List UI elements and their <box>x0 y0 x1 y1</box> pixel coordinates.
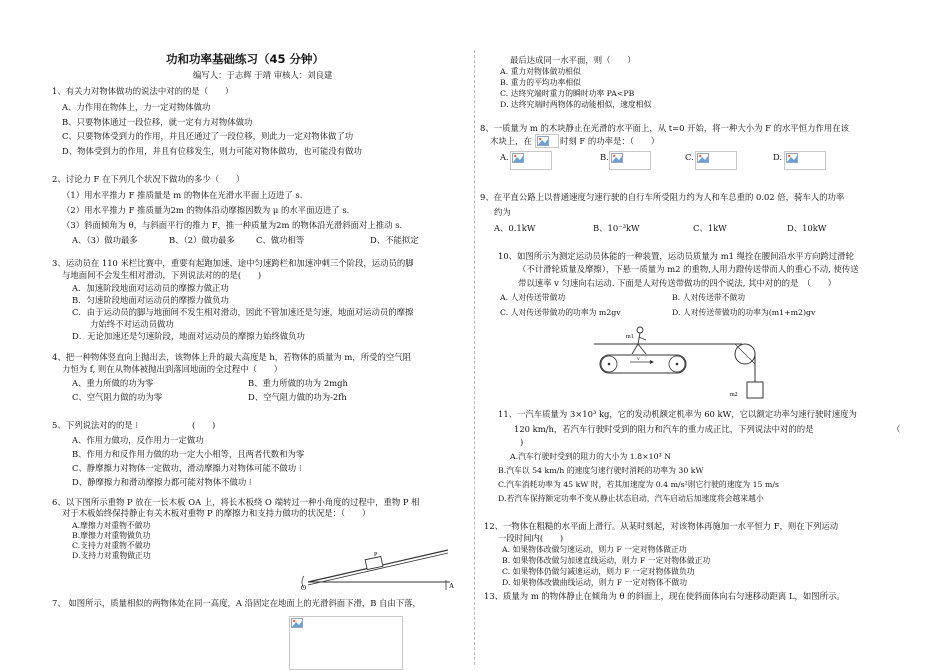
q13-line-1: 13、质量为 m 的物体静止在倾角为 θ 的斜面上，现在使斜面体向右匀速移动距离 L，如图所示。 <box>484 591 845 601</box>
broken-image-icon <box>786 153 798 163</box>
q8-option-d: D. <box>773 152 783 162</box>
figure-label-o: O <box>301 584 307 592</box>
q2-option-b: B、（2）做功最多 <box>169 235 235 245</box>
figure-label-v: v <box>637 356 640 362</box>
treadmill-pulley-figure <box>590 322 770 402</box>
q7-option-a: A. 重力对物体做功相似 <box>500 67 581 76</box>
q7-option-b: B. 重力的平均功率相似 <box>500 78 581 87</box>
q6-line-2: 对于木板始终保持静止有关木板对重物 P 的摩擦力和支持力做功的状况是：（ ） <box>62 508 371 518</box>
q1-option-d: D、物体受到力的作用，并且有位移发生，则力可能对物体做功，也可能没有做功 <box>62 146 362 156</box>
q1-option-b: B、只要物体通过一段位移，就一定有力对物体做功 <box>62 117 253 127</box>
q8-time-formula-placeholder <box>535 134 559 148</box>
q8-option-a: A. <box>500 152 509 162</box>
q7-figure-placeholder <box>289 616 403 670</box>
q7-line-2: 最后达成同一水平面，则（ ） <box>510 55 636 65</box>
q3-option-b: B．匀速阶段地面对运动员的摩擦力做负功 <box>72 295 229 305</box>
q12-line-1: 12、一物体在粗糙的水平面上滑行。从某时刻起，对该物体再施加一水平恒力 F，则在下列运动 <box>484 521 839 531</box>
q4-line-1: 4、把一种物体竖直向上抛出去，该物体上升的最大高度是 h，若物体的质量为 m，所受的空气阻 <box>52 352 411 362</box>
q8-line-2b: 时刻 F 的功率是：（ ） <box>560 136 660 146</box>
page-title: 功和功率基础练习（45 分钟） <box>166 52 325 66</box>
q3-option-a: A．加速阶段地面对运动员的摩擦力做正功 <box>72 283 229 293</box>
q5-stem: 5、下列说法对的的是 ⁝ <box>52 420 139 430</box>
q5-option-a: A、作用力做功，反作用力一定做功 <box>72 435 204 445</box>
q8-option-c: C. <box>685 152 694 162</box>
q6-option-b: B.摩擦力对重物做负功 <box>72 531 151 540</box>
q9-option-d: D、10kW <box>787 223 827 233</box>
q11-line-2-paren: （ <box>892 424 901 434</box>
q11-option-d: D.若汽车保持额定功率不变从静止状态启动，汽车启动后加速度将会越来越小 <box>498 494 764 503</box>
broken-image-icon <box>291 618 303 628</box>
q12-option-d: D. 如果物体改做曲线运动，则力 F 一定对物体不做功 <box>502 578 688 587</box>
broken-image-icon <box>697 153 709 163</box>
q9-line-2: 约为 <box>494 207 511 217</box>
q12-option-a: A. 如果物体改做匀速运动，则力 F 一定对物体做正功 <box>502 545 687 554</box>
q3-option-c-cont: 力始终不对运动员做功 <box>90 319 174 329</box>
figure-label-a: A <box>449 582 455 590</box>
figure-label-p: P <box>374 552 378 558</box>
q11-line-2: 120 km/h，若汽车行驶时受到的阻力和汽车的重力成正比，下列说法中对的的是 <box>514 424 814 434</box>
q9-option-a: A、0.1kW <box>494 223 536 233</box>
q4-option-b: B、重力所做的功为 2mgh <box>248 378 348 388</box>
figure-label-m2: m2 <box>730 392 738 398</box>
q4-option-a: A、重力所做的功为零 <box>72 378 154 388</box>
q2-line-3: （3）斜面倾角为 θ，与斜面平行的推力 F，推一种质量为2m 的物体沿光滑斜面对上推动 s. <box>62 220 403 230</box>
q3-line-2: 与地面间不会发生相对滑动，下列说法对的的是( ) <box>62 270 262 280</box>
q2-option-a: A、（3）做功最多 <box>72 235 138 245</box>
q3-option-c: C．由于运动员的脚与地面间不发生相对滑动，因此不管加速还是匀速，地面对运动员的摩擦 <box>72 307 414 317</box>
column-divider <box>474 50 475 665</box>
q7-option-c: C. 达终究端时重力的瞬时功率 PA<PB <box>500 89 635 98</box>
q10-option-d: D. 人对传送带做功的功率为(m1+m2)gv <box>672 308 816 317</box>
q9-line-1: 9、在平直公路上以普通速度匀速行驶的自行车所受阻力约为人和车总重的 0.02 倍，骑车人的功率 <box>480 192 845 202</box>
q6-option-a: A.摩擦力对重物不做功 <box>72 521 151 530</box>
q8-option-b-formula <box>609 151 651 170</box>
q7-line-1: 7、 如图所示，质量相似的两物体处在同一高度，A 沿固定在地面上的光滑斜面下滑，B 自由下落， <box>52 598 421 608</box>
q6-line-1: 6、以下图所示重物 P 放在一长木板 OA 上，将长木板绕 O 端转过一种小角度的过程中，重物 P 相 <box>52 497 420 507</box>
q4-option-c: C、空气阻力做的功为零 <box>72 392 163 402</box>
q6-option-d: D.支持力对重物做正功 <box>72 551 151 560</box>
broken-image-icon <box>537 136 549 146</box>
q1-option-c: C、只要物体受到力的作用，并且还通过了一段位移，则此力一定对物体做了功 <box>62 131 354 141</box>
q5-option-b: B、作用力和反作用力做的功一定大小相等，且两者代数和为零 <box>72 449 305 459</box>
q11-option-a: A.汽车行驶时受到的阻力的大小为 1.8×10³ N <box>510 452 672 461</box>
q8-option-b: B. <box>600 152 609 162</box>
q12-option-c: C. 如果物体仍做匀减速运动，则力 F 一定对物体做负功 <box>502 567 695 576</box>
q1-option-a: A、力作用在物体上，力一定对物体做功 <box>62 102 211 112</box>
q11-option-c: C.汽车消耗功率为 45 kW 时，若其加速度为 0.4 m/s²则它行驶的速度为 15 m/s <box>498 480 779 489</box>
q8-option-d-formula <box>784 151 826 170</box>
q10-option-a: A. 人对传送带做功 <box>500 293 566 302</box>
q11-line-3: ) <box>520 437 524 447</box>
author-line: 编写人：于志辉 于靖 审核人：刘良建 <box>193 70 333 80</box>
q8-option-a-formula <box>510 151 552 170</box>
q4-line-2: 力恒为 f, 则在从物体被抛出到落回地面的全过程中（ ） <box>62 364 283 374</box>
q11-line-1: 11、一汽车质量为 3×10³ kg，它的发动机额定机率为 60 kW，它以额定功率匀速行驶时速度为 <box>498 409 857 419</box>
q10-option-c: C. 人对传送带做功的功率为 m2gv <box>500 308 621 317</box>
q5-option-d: D、静摩擦力和滑动摩擦力都可能对物体不做功 ⁝ <box>72 477 252 487</box>
q9-option-c: C、1kW <box>693 223 727 233</box>
q12-option-b: B. 如果物体改做匀加速直线运动，则力 F 一定对物体做正功 <box>502 556 711 565</box>
q1-stem: 1、有关力对物体做功的说法中对的的是（ ） <box>52 86 234 96</box>
q8-line-2a: 木块上，在 <box>490 136 532 146</box>
q8-line-1: 8、一质量为 m 的木块静止在光滑的水平面上，从 t=0 开始，将一种大小为 F 的水平恒力作用在该 <box>480 123 850 133</box>
q7-option-d: D. 达终究端时两物体的动能相似，速度相似 <box>500 100 652 109</box>
q11-option-b: B.汽车以 54 km/h 的速度匀速行驶时消耗的功率为 30 kW <box>498 466 704 475</box>
q10-line-1: 10、如图所示为测定运动员体能的一种装置，运动员质量为 m1 绳拴在腰间沿水平方向跨过滑轮 <box>498 251 854 261</box>
q8-option-c-formula <box>695 151 737 170</box>
figure-label-m1: m1 <box>626 334 634 340</box>
broken-image-icon <box>512 153 524 163</box>
q2-line-2: （2）用水平推力 F 推质量为2m 的物体沿动摩擦因数为 μ 的水平面迈进了 s. <box>62 205 350 215</box>
q2-stem: 2、讨论力 F 在下列几个状况下做功的多少（ ） <box>52 174 245 184</box>
broken-image-icon <box>611 153 623 163</box>
q3-option-d: D．无论加速还是匀速阶段，地面对运动员的摩擦力始终做负功 <box>72 331 305 341</box>
q5-paren: ( ) <box>192 420 216 430</box>
q12-line-2: 一段时间内( ) <box>498 533 564 543</box>
q9-option-b: B、10⁻³kW <box>593 223 640 233</box>
q3-line-1: 3、运动员在 110 米栏比赛中，重要有起跑加速、途中匀速跨栏和加速冲刺三个阶段，运动员的脚 <box>52 258 414 268</box>
q2-option-d: D、不能拟定 <box>370 235 419 245</box>
q10-option-b: B. 人对传送带不做功 <box>672 293 746 302</box>
q10-line-3: 带以速率 v 匀速向右运动. 下面是人对传送带做功的四个说法, 其中对的的是 （ ） <box>518 278 837 288</box>
q4-option-d: D、空气阻力做的功为-2fh <box>248 392 347 402</box>
q10-line-2: （不计滑轮质量及摩擦），下悬一质量为 m2 的重物,人用力蹬传送带而人的重心不动, 使传送 <box>518 264 859 274</box>
q5-option-c: C、静摩擦力对物体一定做功，滑动摩擦力对物体可能不做功 ⁝ <box>72 463 302 473</box>
q6-option-c: C.支持力对重物不做功 <box>72 541 151 550</box>
q2-option-c: C、做功相等 <box>256 235 305 245</box>
q2-line-1: （1）用水平推力 F 推质量是 m 的物体在光滑水平面上迈进了 s. <box>62 190 303 200</box>
inclined-board-figure <box>298 522 460 592</box>
